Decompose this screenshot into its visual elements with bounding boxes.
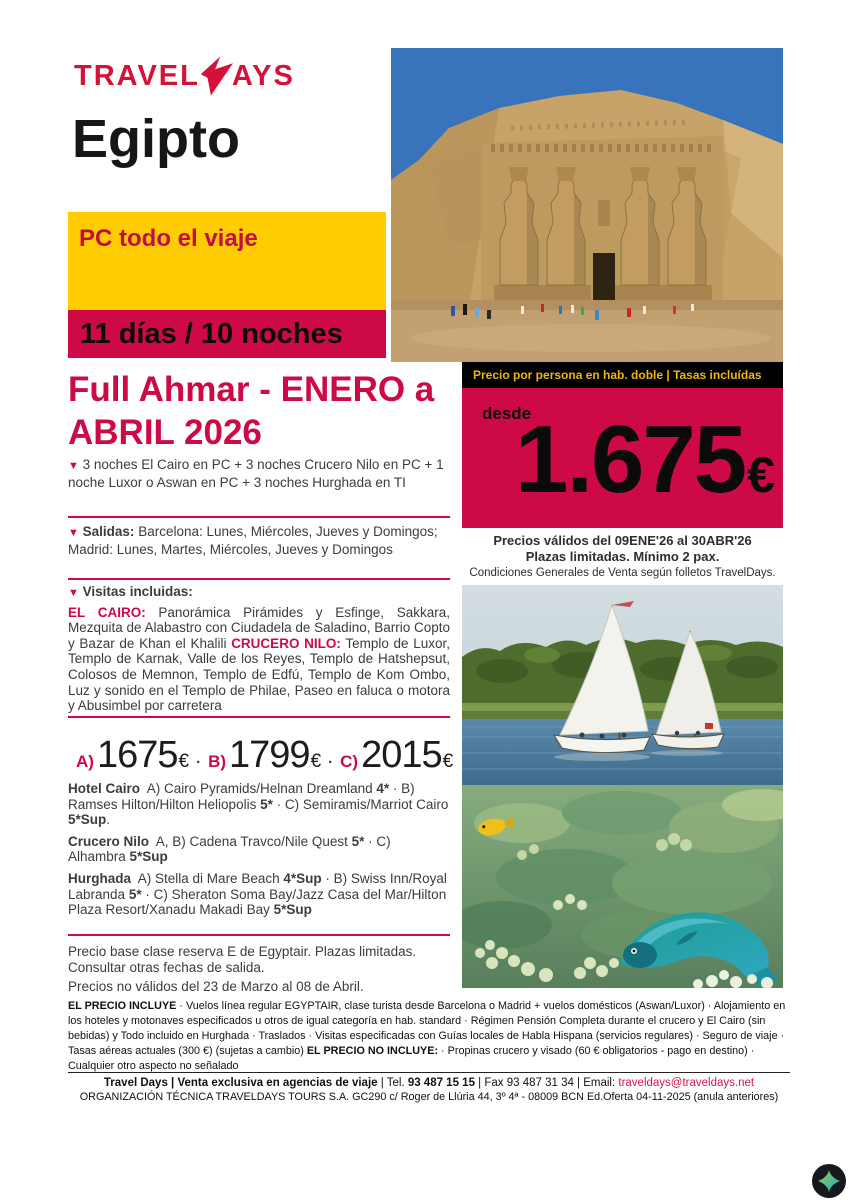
validity-block bbox=[462, 533, 783, 579]
divider bbox=[68, 716, 450, 718]
divider bbox=[68, 934, 450, 936]
departures-label: Salidas: bbox=[82, 524, 135, 539]
base-fare-note: Precio base clase reserva E de Egyptair. Plazas limitadas. Consultar otras fechas de salida. bbox=[68, 944, 417, 975]
price-options-row bbox=[76, 736, 453, 774]
offer-heading: Full Ahmar - ENERO a ABRIL 2026 bbox=[68, 370, 435, 452]
hotels-section bbox=[68, 781, 450, 924]
fine-print bbox=[68, 999, 790, 1074]
price-option-b-label: B) bbox=[208, 752, 227, 771]
from-price bbox=[514, 406, 775, 513]
triangle-bullet-icon: ▼ bbox=[68, 587, 79, 599]
blackout-dates-note: Precios no válidos del 23 de Marzo al 08 de Abril. bbox=[68, 979, 364, 994]
price-option-a-label: A) bbox=[76, 752, 94, 771]
price-option-b-amount: 1799 bbox=[229, 734, 310, 776]
euro-sign: € bbox=[442, 751, 454, 772]
validity-conditions: Condiciones Generales de Venta según folletos TravelDays. bbox=[469, 567, 776, 579]
itinerary-text: 3 noches El Cairo en PC + 3 noches Crucero Nilo en PC + 1 noche Luxor o Aswan en PC + 3 noches Hurghada en TI bbox=[68, 457, 444, 490]
nile-felucca-photo bbox=[462, 585, 783, 785]
price-option-c-label: C) bbox=[340, 752, 359, 771]
price-per-person-text: Precio por persona en hab. doble | Tasas incluídas bbox=[473, 368, 762, 382]
nile-cruise-label: CRUCERO NILO: bbox=[231, 635, 341, 651]
nile-cruise-name: Crucero Nilo bbox=[68, 833, 150, 849]
abu-simbel-temple-photo bbox=[391, 48, 783, 362]
itinerary-paragraph bbox=[68, 457, 450, 490]
footer-legal-line: ORGANIZACIÓN TÉCNICA TRAVELDAYS TOURS S.A. GC290 c/ Roger de Llúria 44, 3º 4ª - 08009 BCN Ed.Oferta 04-11-2025 (anula anteriores) bbox=[79, 1091, 779, 1103]
hurghada-line: Hurghada A) Stella di Mare Beach 4*Sup · B) Swiss Inn/Royal Labranda 5* · C) Sheraton Soma Bay/Jazz Casa del Mar/Hilton Plaza Resort/Xanadu Makadi Bay 5*Sup bbox=[68, 870, 447, 918]
from-price-box bbox=[462, 388, 783, 528]
cairo-label: EL CAIRO: bbox=[68, 604, 146, 620]
cairo-text: Panorámica Pirámides y Esfinge, Sakkara, Mezquita de Alabastro con Ciudadela de Saladino, Barrio Copto y Bazar de Khan el Khalili bbox=[68, 604, 450, 651]
price-includes-text: · Vuelos línea regular EGYPTAIR, clase turista desde Barcelona o Madrid + vuelos domésticos (Aswan/Luxor) · Alojamiento en los hoteles y motonaves especificados u otros de igual categoría en hab. standard · Régimen Pensión Completa durante el crucero y El Cairo (sin bebidas) y Todo incluido en Hurghada · Traslados · Visitas especificadas con Guías locales de Habla Hispana (servicios regulares) · Seguro de viaje · Tasas aéreas actuales (300 €) (sujetas a cambio) bbox=[68, 1000, 786, 1057]
board-basis-banner bbox=[68, 212, 386, 310]
email-link[interactable]: traveldays@traveldays.net bbox=[618, 1077, 755, 1089]
price-option-a-amount: 1675 bbox=[96, 734, 178, 776]
nile-cruise-text: Templo de Luxor, Templo de Karnak, Valle de los Reyes, Templo de Hatshepsut, Colosos de Memnon, Templo de Edfú, Templo de Kom Ombo, Luz y sonido en el Templo de Philae, Paseo en faluca o motora y Abusimbel por carretera bbox=[68, 635, 451, 714]
hotel-cairo-name: Hotel Cairo bbox=[68, 781, 141, 796]
divider bbox=[68, 516, 450, 518]
logo-text-right: AYS bbox=[231, 60, 295, 92]
traveldays-logo bbox=[74, 60, 295, 96]
footer bbox=[68, 1077, 790, 1103]
included-visits-section bbox=[68, 584, 450, 714]
price-option-c-amount: 2015 bbox=[361, 734, 442, 776]
price-excludes-text: · Propinas crucero y visado (60 € obligatorios - pago en destino) · Cualquier otro aspecto no señalado bbox=[68, 1045, 755, 1072]
from-price-amount: 1.675 bbox=[514, 406, 746, 513]
traveldays-logo-d-icon bbox=[199, 56, 233, 96]
triangle-bullet-icon: ▼ bbox=[68, 527, 79, 539]
price-excludes-label: EL PRECIO NO INCLUYE: bbox=[306, 1045, 439, 1057]
from-label: desde bbox=[482, 404, 532, 423]
included-visits-label: Visitas incluidas: bbox=[82, 584, 193, 599]
hotel-cairo-line: Hotel Cairo A) Cairo Pyramids/Helnan Dreamland 4* · B) Ramses Hilton/Hilton Heliopolis 5* · C) Semiramis/Marriot Cairo 5*Sup. bbox=[68, 781, 449, 828]
triangle-bullet-icon: ▼ bbox=[68, 460, 79, 472]
board-basis-label: PC todo el viaje bbox=[79, 225, 258, 252]
departures-text: Barcelona: Lunes, Miércoles, Jueves y Domingos; Madrid: Lunes, Martes, Miércoles, Jueves y Domingos bbox=[68, 524, 438, 557]
validity-dates: Precios válidos del 09ENE'26 al 30ABR'26 bbox=[493, 533, 752, 548]
dot-separator: · bbox=[328, 754, 334, 771]
footer-divider bbox=[68, 1072, 790, 1073]
euro-sign: € bbox=[178, 751, 190, 772]
included-visits-paragraph bbox=[68, 605, 450, 714]
coral-reef-photo bbox=[462, 785, 783, 988]
dot-separator: · bbox=[196, 754, 202, 771]
hurghada-name: Hurghada bbox=[68, 870, 132, 886]
price-includes-label: EL PRECIO INCLUYE bbox=[68, 1000, 177, 1012]
departures-paragraph bbox=[68, 524, 450, 557]
duration-label: 11 días / 10 noches bbox=[80, 317, 343, 350]
euro-sign: € bbox=[747, 447, 775, 503]
price-per-person-bar bbox=[462, 362, 783, 388]
included-visits-heading bbox=[68, 584, 450, 602]
sparkle-badge-icon[interactable] bbox=[811, 1163, 847, 1199]
footer-contact-line: Travel Days | Venta exclusiva en agencias de viaje | Tel. 93 487 15 15 | Fax 93 487 31 34 | Email: traveldays@traveldays.net bbox=[103, 1077, 755, 1089]
validity-minimum: Plazas limitadas. Mínimo 2 pax. bbox=[525, 548, 720, 564]
duration-banner bbox=[68, 310, 386, 358]
euro-sign: € bbox=[310, 751, 322, 772]
page-title: Egipto bbox=[72, 109, 240, 169]
nile-cruise-line: Crucero Nilo A, B) Cadena Travco/Nile Quest 5* · C) Alhambra 5*Sup bbox=[68, 833, 391, 865]
divider bbox=[68, 578, 450, 580]
logo-text-left: TRAVEL bbox=[74, 60, 200, 92]
